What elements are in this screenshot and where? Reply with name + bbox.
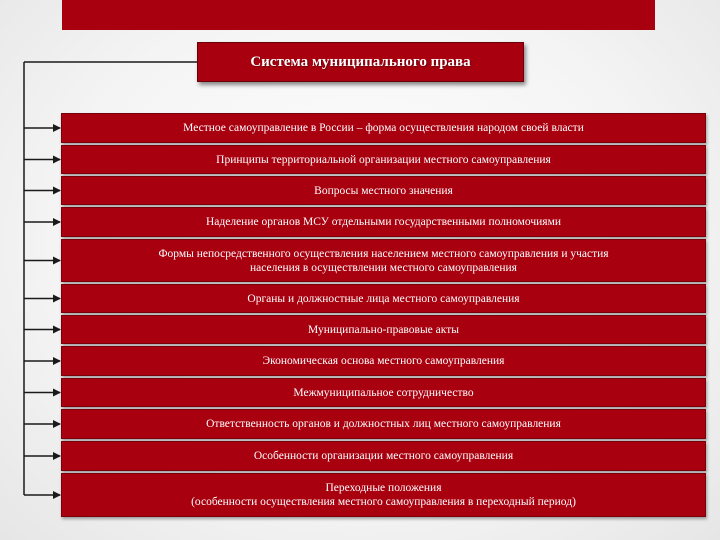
item-economic-basis: Экономическая основа местного самоуправления bbox=[61, 346, 706, 376]
item-direct-forms: Формы непосредственного осуществления населением местного самоуправления и участия населения в осуществлении местного самоуправления bbox=[61, 239, 706, 282]
diagram-title: Система муниципального права bbox=[197, 42, 524, 82]
item-local-issues: Вопросы местного значения bbox=[61, 176, 706, 205]
item-bodies-officials: Органы и должностные лица местного самоуправления bbox=[61, 284, 706, 313]
item-legal-acts: Муниципально-правовые акты bbox=[61, 315, 706, 344]
item-intermunicipal: Межмуниципальное сотрудничество bbox=[61, 378, 706, 407]
item-territorial-principles: Принципы территориальной организации местного самоуправления bbox=[61, 145, 706, 174]
item-local-self-government: Местное самоуправление в России – форма осуществления народом своей власти bbox=[61, 113, 706, 143]
item-state-powers: Наделение органов МСУ отдельными государственными полномочиями bbox=[61, 207, 706, 237]
item-organization-features: Особенности организации местного самоуправления bbox=[61, 441, 706, 471]
item-responsibility: Ответственность органов и должностных лиц местного самоуправления bbox=[61, 409, 706, 439]
item-transitional-provisions: Переходные положения (особенности осуществления местного самоуправления в переходный период) bbox=[61, 473, 706, 517]
